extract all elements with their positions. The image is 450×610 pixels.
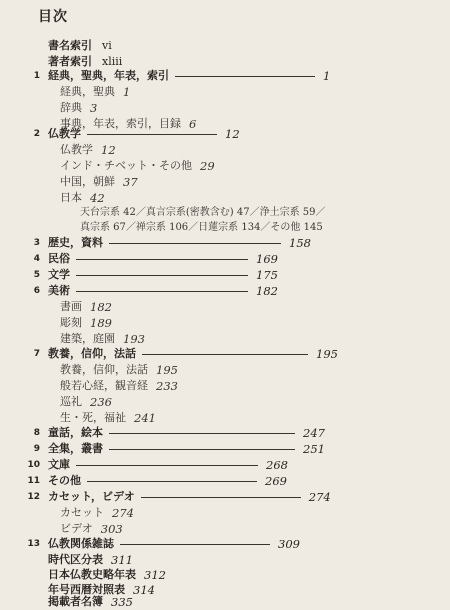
toc-section-13[interactable] xyxy=(48,536,300,552)
detail-line: 真宗系 67／禅宗系 106／日蓮宗系 134／その他 145 xyxy=(80,222,323,233)
section-label: その他 xyxy=(48,474,81,487)
section-label: 文庫 xyxy=(48,458,70,471)
subentry-label: 日本仏教史略年表 xyxy=(48,568,136,581)
subentry-label: 経典，聖典 xyxy=(60,85,115,98)
section-page: 195 xyxy=(316,347,338,361)
subentry-label: 教養，信仰，法話 xyxy=(60,363,148,376)
subentry-page: 12 xyxy=(101,143,116,157)
toc-section-9[interactable] xyxy=(48,441,325,457)
leader-rule xyxy=(109,449,295,450)
subentry-label: 般若心経，観音経 xyxy=(60,379,148,392)
subentry-page: 274 xyxy=(112,506,134,520)
section-label: 経典，聖典，年表，索引 xyxy=(48,69,169,82)
subentry-page: 195 xyxy=(156,363,178,377)
toc-section-3[interactable] xyxy=(48,235,311,251)
entry-page: xliii xyxy=(102,55,123,68)
section-page: 251 xyxy=(303,442,325,456)
subentry-page: 37 xyxy=(123,175,138,189)
section-page: 1 xyxy=(323,69,331,83)
subentry-label: 書画 xyxy=(60,300,82,313)
subentry-label: 日本 xyxy=(60,191,82,204)
section-number: 4 xyxy=(33,254,40,264)
leader-rule xyxy=(76,465,258,466)
section-page: 175 xyxy=(256,268,278,282)
subentry-label: ビデオ xyxy=(60,522,93,535)
toc-subentry[interactable] xyxy=(48,567,166,583)
subentry-page: 314 xyxy=(133,583,155,597)
section-number: 3 xyxy=(33,238,40,248)
section-label: 教養，信仰，法話 xyxy=(48,347,136,360)
section-label: 全集，叢書 xyxy=(48,442,103,455)
section-page: 269 xyxy=(265,474,287,488)
entry-label: 著者索引 xyxy=(48,55,92,68)
toc-subentry[interactable] xyxy=(60,410,156,426)
section-number: 10 xyxy=(27,460,40,470)
toc-subentry[interactable] xyxy=(48,594,133,610)
subentry-page: 6 xyxy=(189,117,197,131)
toc-subentry[interactable] xyxy=(60,521,123,537)
section-label: 仏教学 xyxy=(48,127,81,140)
toc-entry-title-index[interactable] xyxy=(48,38,112,54)
entry-label: 書名索引 xyxy=(48,39,92,52)
leader-rule xyxy=(76,259,248,260)
subentry-page: 311 xyxy=(111,553,133,567)
subentry-label: 中国，朝鮮 xyxy=(60,175,115,188)
leader-rule xyxy=(87,134,217,135)
section-page: 158 xyxy=(289,236,311,250)
section-number: 8 xyxy=(33,428,40,438)
leader-rule xyxy=(120,544,270,545)
subentry-page: 236 xyxy=(90,395,112,409)
subentry-label: 時代区分表 xyxy=(48,553,103,566)
leader-rule xyxy=(76,275,248,276)
subentry-page: 193 xyxy=(123,332,145,346)
toc-subentry[interactable] xyxy=(60,174,138,190)
toc-section-10[interactable] xyxy=(48,457,288,473)
leader-rule xyxy=(109,433,295,434)
toc-subentry[interactable] xyxy=(60,142,116,158)
toc-subentry[interactable] xyxy=(60,315,112,331)
page-title: 目次 xyxy=(38,9,68,25)
subentry-label: 年号西暦対照表 xyxy=(48,583,125,596)
toc-subentry[interactable] xyxy=(60,362,178,378)
section-label: 仏教関係雑誌 xyxy=(48,537,114,550)
subentry-page: 241 xyxy=(134,411,156,425)
section-number: 13 xyxy=(27,539,40,549)
toc-section-7[interactable] xyxy=(48,346,338,362)
section-page: 169 xyxy=(256,252,278,266)
toc-subentry[interactable] xyxy=(60,100,97,116)
leader-rule xyxy=(141,497,301,498)
section-number: 12 xyxy=(27,492,40,502)
section-page: 12 xyxy=(225,127,240,141)
subentry-page: 1 xyxy=(123,85,131,99)
subentry-label: 生・死，福祉 xyxy=(60,411,126,424)
toc-subentry[interactable] xyxy=(60,394,112,410)
subentry-page: 335 xyxy=(111,595,133,609)
section-number: 1 xyxy=(33,71,40,81)
section-label: カセット，ビデオ xyxy=(48,490,135,503)
subentry-page: 312 xyxy=(144,568,166,582)
toc-subentry[interactable] xyxy=(48,552,133,568)
subentry-page: 189 xyxy=(90,316,112,330)
section-page: 182 xyxy=(256,284,278,298)
section-label: 歴史，資料 xyxy=(48,236,103,249)
section-page: 274 xyxy=(308,490,331,504)
subentry-label: 彫刻 xyxy=(60,316,82,329)
toc-section-2[interactable] xyxy=(48,126,240,142)
section-number: 2 xyxy=(33,129,40,139)
toc-section-6[interactable] xyxy=(48,283,278,299)
subentry-page: 29 xyxy=(200,159,215,173)
toc-section-4[interactable] xyxy=(48,251,278,267)
subentry-page: 3 xyxy=(90,101,98,115)
subentry-label: 辞典 xyxy=(60,101,82,114)
subentry-label: 掲載者名簿 xyxy=(48,595,103,608)
leader-rule xyxy=(175,76,315,77)
leader-rule xyxy=(76,291,248,292)
subentry-label: 建築，庭園 xyxy=(60,332,115,345)
section-number: 5 xyxy=(33,270,40,280)
section-page: 247 xyxy=(303,426,325,440)
section-number: 7 xyxy=(33,349,40,359)
section-label: 文学 xyxy=(48,268,70,281)
toc-subentry[interactable] xyxy=(60,378,178,394)
toc-section-11[interactable] xyxy=(48,473,287,489)
toc-subentry[interactable] xyxy=(60,158,215,174)
toc-subentry[interactable] xyxy=(60,331,145,347)
leader-rule xyxy=(142,354,308,355)
toc-section-1[interactable] xyxy=(48,68,330,84)
section-page: 309 xyxy=(278,537,300,551)
subentry-page: 303 xyxy=(100,522,123,536)
subentry-page: 182 xyxy=(90,300,112,314)
section-number: 9 xyxy=(33,444,40,454)
subentry-label: インド・チベット・その他 xyxy=(60,159,192,172)
toc-section-5[interactable] xyxy=(48,267,278,283)
entry-page: vi xyxy=(102,39,112,52)
section-label: 童話，絵本 xyxy=(48,426,103,439)
toc-subentry[interactable] xyxy=(60,505,134,521)
toc-subentry[interactable] xyxy=(60,190,105,206)
toc-section-8[interactable] xyxy=(48,425,325,441)
subentry-page: 233 xyxy=(156,379,178,393)
subentry-label: 仏教学 xyxy=(60,143,93,156)
toc-subentry[interactable] xyxy=(60,84,130,100)
subentry-label: 巡礼 xyxy=(60,395,82,408)
leader-rule xyxy=(87,481,257,482)
subentry-label: カセット xyxy=(60,506,104,519)
subentry-label: 事典，年表，索引，目録 xyxy=(60,117,181,130)
section-label: 民俗 xyxy=(48,252,70,265)
leader-rule xyxy=(109,243,281,244)
subentry-page: 42 xyxy=(90,191,105,205)
detail-line: 天台宗系 42／真言宗系(密教含む) 47／浄土宗系 59／ xyxy=(80,207,326,218)
toc-section-12[interactable] xyxy=(48,489,331,505)
toc-subentry[interactable] xyxy=(60,299,112,315)
section-label: 美術 xyxy=(48,284,70,297)
section-number: 11 xyxy=(27,476,40,486)
section-number: 6 xyxy=(33,286,40,296)
section-page: 268 xyxy=(266,458,288,472)
